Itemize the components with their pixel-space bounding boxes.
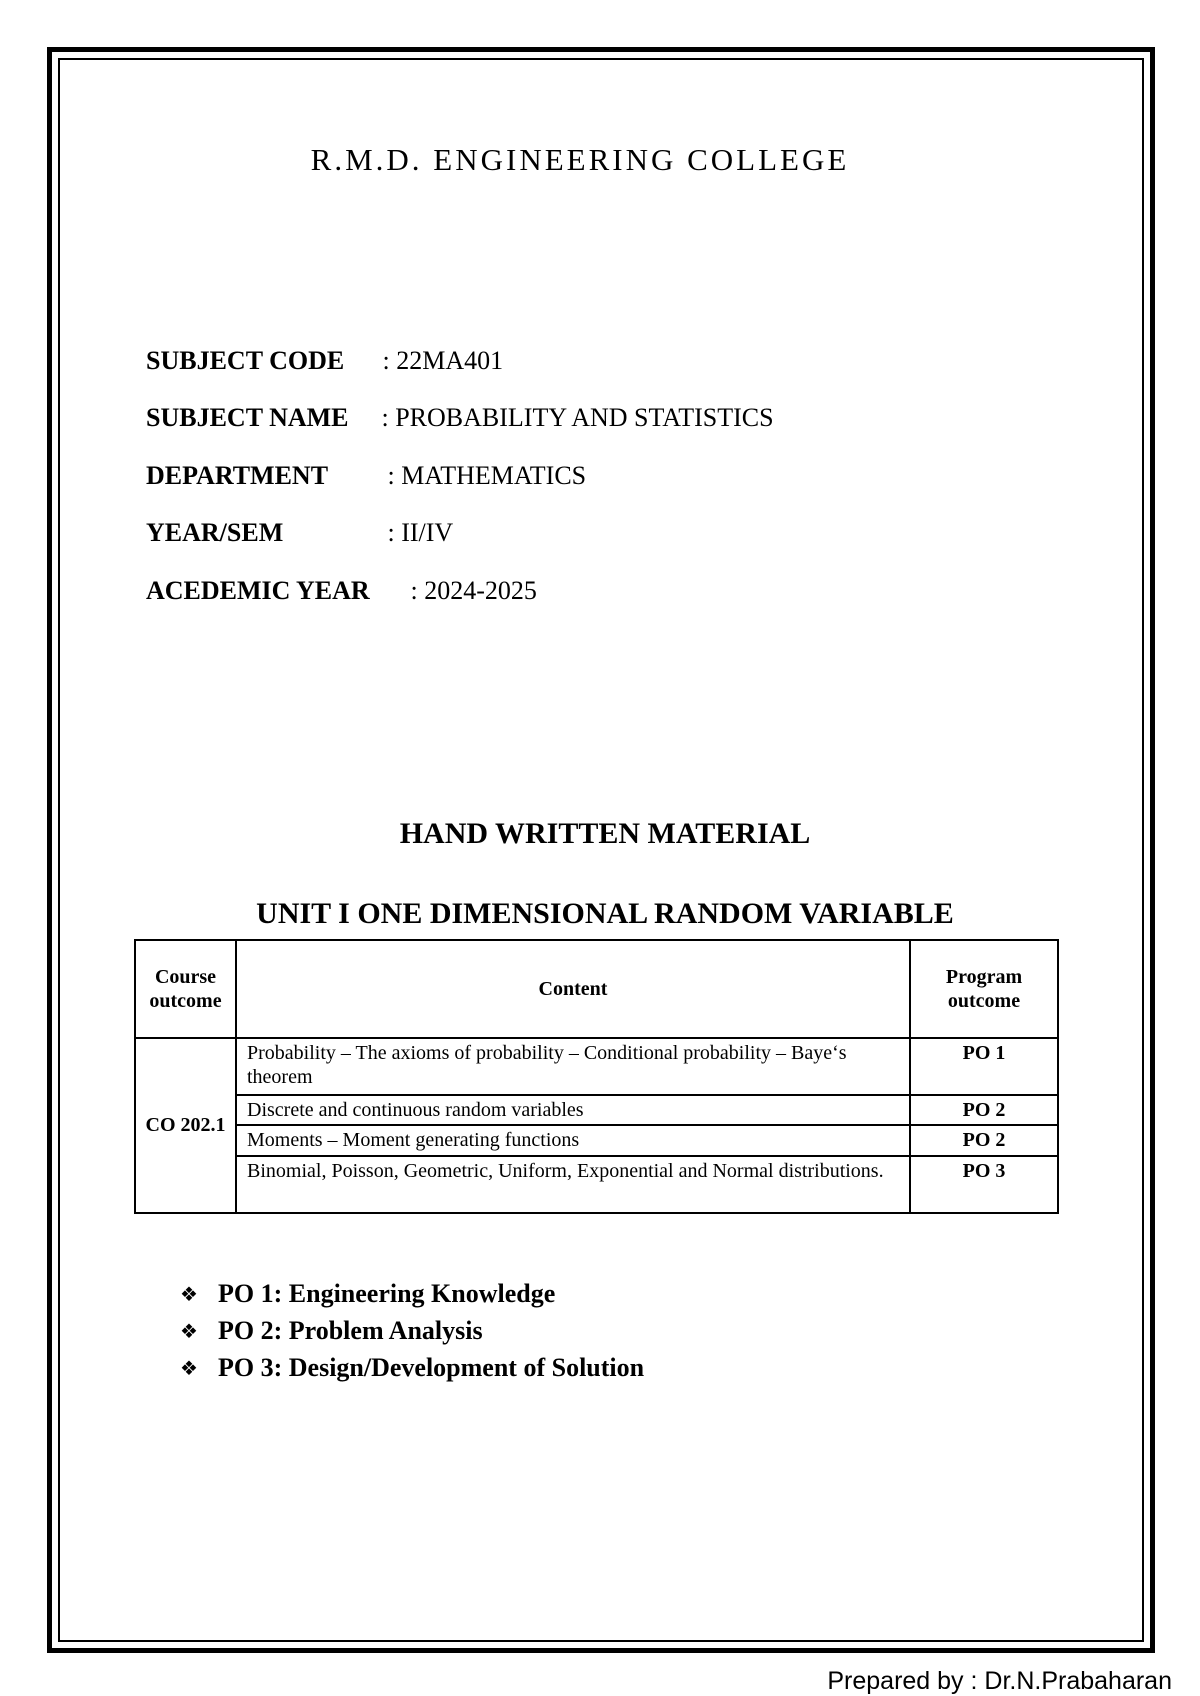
program-outcome-list [180, 1275, 644, 1386]
info-year-sem [146, 518, 453, 548]
prepared-by-footer: Prepared by : Dr.N.Prabaharan [827, 1667, 1172, 1695]
header-course-outcome: Course outcome [135, 940, 236, 1038]
list-item-text: PO 3: Design/Development of Solution [218, 1352, 645, 1382]
program-outcome-cell: PO 3 [910, 1156, 1058, 1213]
info-value: : MATHEMATICS [387, 461, 587, 490]
info-label: DEPARTMENT [146, 461, 329, 490]
content-cell: Binomial, Poisson, Geometric, Uniform, Exponential and Normal distributions. [236, 1156, 910, 1213]
table-header-row [135, 940, 1058, 1038]
course-outcome-table [134, 939, 1059, 1214]
info-subject-code [146, 346, 503, 376]
info-label: SUBJECT CODE [146, 346, 345, 375]
info-label: ACEDEMIC YEAR [146, 576, 370, 605]
info-academic-year [146, 576, 537, 606]
course-outcome-cell: CO 202.1 [135, 1038, 236, 1213]
list-item-text: PO 2: Problem Analysis [218, 1315, 483, 1345]
college-name: R.M.D. ENGINEERING COLLEGE [310, 142, 850, 177]
diamond-bullet-icon: ❖ [180, 1281, 198, 1306]
info-department [146, 461, 586, 491]
material-title: HAND WRITTEN MATERIAL [399, 817, 811, 850]
table-row [135, 1038, 1058, 1095]
header-content: Content [236, 940, 910, 1038]
info-value: : II/IV [387, 518, 454, 547]
unit-title: UNIT I ONE DIMENSIONAL RANDOM VARIABLE [256, 897, 954, 930]
diamond-bullet-icon: ❖ [180, 1355, 198, 1380]
info-value: : PROBABILITY AND STATISTICS [381, 403, 774, 432]
list-item [180, 1275, 644, 1312]
content-cell: Discrete and continuous random variables [236, 1095, 910, 1125]
content-cell: Moments – Moment generating functions [236, 1125, 910, 1155]
table-row [135, 1095, 1058, 1125]
list-item [180, 1349, 644, 1386]
header-program-outcome: Program outcome [910, 940, 1058, 1038]
program-outcome-cell: PO 1 [910, 1038, 1058, 1095]
list-item-text: PO 1: Engineering Knowledge [218, 1278, 556, 1308]
table-row [135, 1156, 1058, 1213]
program-outcome-cell: PO 2 [910, 1095, 1058, 1125]
info-value: : 2024-2025 [410, 576, 537, 605]
list-item [180, 1312, 644, 1349]
diamond-bullet-icon: ❖ [180, 1318, 198, 1343]
info-label: SUBJECT NAME [146, 403, 349, 432]
content-cell: Probability – The axioms of probability – Conditional probability – Baye‘s theorem [236, 1038, 910, 1095]
program-outcome-cell: PO 2 [910, 1125, 1058, 1155]
info-subject-name [146, 403, 774, 433]
info-label: YEAR/SEM [146, 518, 284, 547]
info-value: : 22MA401 [382, 346, 504, 375]
table-row [135, 1125, 1058, 1155]
